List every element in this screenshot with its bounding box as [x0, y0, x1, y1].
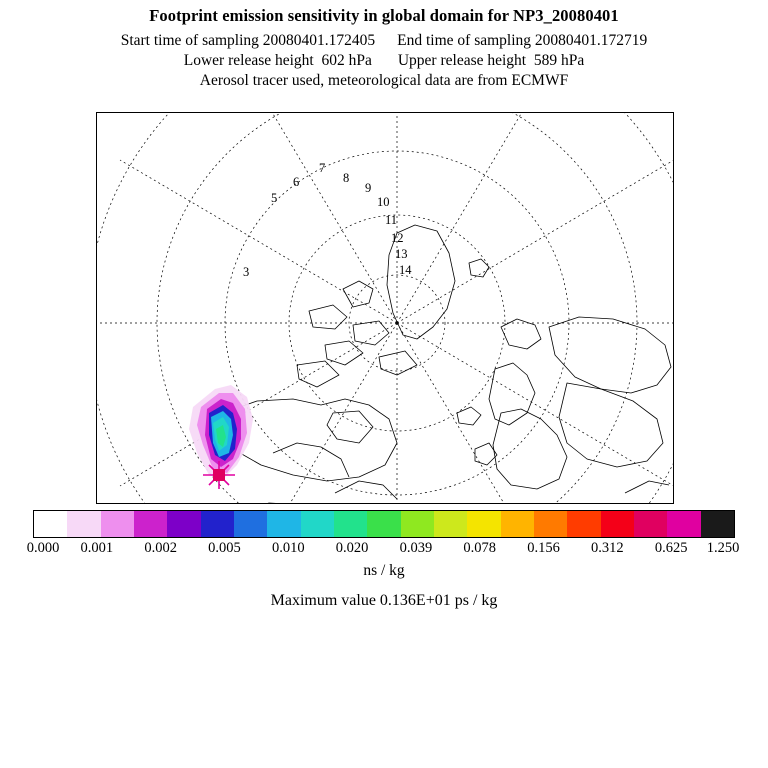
- tracer-label: Aerosol tracer used, meteorological data are from ECMWF: [199, 72, 569, 89]
- colorbar-units-label: ns / kg: [363, 562, 405, 579]
- colorbar-tick-1: 0.001: [80, 540, 114, 556]
- colorbar-swatch-9: [334, 511, 367, 537]
- end-time-label: End time of sampling 20080401.172719: [397, 32, 648, 49]
- colorbar-swatch-5: [201, 511, 234, 537]
- colorbar-swatch-10: [367, 511, 400, 537]
- colorbar-swatch-17: [601, 511, 634, 537]
- trajectory-label-13: 13: [395, 247, 408, 261]
- colorbar-tick-7: 0.078: [463, 540, 497, 556]
- start-time-label: Start time of sampling 20080401.172405: [120, 32, 376, 49]
- colorbar-swatch-15: [534, 511, 567, 537]
- latitude-circles: [97, 113, 673, 503]
- colorbar-tick-4: 0.010: [271, 540, 305, 556]
- colorbar-swatch-11: [401, 511, 434, 537]
- page-title: Footprint emission sensitivity in global domain for NP3_20080401: [149, 6, 619, 25]
- coastlines: [217, 225, 671, 503]
- colorbar-tick-11: 1.250: [706, 540, 740, 556]
- colorbar-swatch-14: [501, 511, 534, 537]
- colorbar-swatch-8: [301, 511, 334, 537]
- colorbar-tick-3: 0.005: [208, 540, 241, 556]
- chart-header: [0, 0, 768, 90]
- colorbar-swatch-12: [434, 511, 467, 537]
- colorbar-tick-labels: [0, 540, 768, 558]
- colorbar-swatches: [33, 510, 735, 538]
- colorbar-tick-0: 0.000: [26, 540, 60, 556]
- colorbar-swatch-20: [701, 511, 734, 537]
- release-height-line: [0, 52, 768, 70]
- trajectory-label-9: 9: [365, 181, 372, 195]
- map-panel: [96, 112, 674, 504]
- colorbar-swatch-7: [267, 511, 300, 537]
- colorbar-swatch-13: [467, 511, 500, 537]
- colorbar-swatch-18: [634, 511, 667, 537]
- colorbar: [33, 510, 735, 538]
- colorbar-swatch-3: [134, 511, 167, 537]
- colorbar-swatch-16: [567, 511, 600, 537]
- trajectory-label-8: 8: [343, 171, 350, 185]
- trajectory-label-7: 7: [319, 161, 326, 175]
- trajectory-label-6: 6: [293, 175, 300, 189]
- trajectory-label-3: 3: [243, 265, 250, 279]
- trajectory-label-5: 5: [271, 191, 278, 205]
- colorbar-swatch-6: [234, 511, 267, 537]
- colorbar-tick-9: 0.312: [591, 540, 624, 556]
- colorbar-swatch-0: [34, 511, 67, 537]
- tracer-line: [0, 72, 768, 90]
- colorbar-tick-6: 0.039: [399, 540, 433, 556]
- maximum-value-label: Maximum value 0.136E+01 ps / kg: [270, 592, 498, 609]
- colorbar-tick-10: 0.625: [654, 540, 688, 556]
- trajectory-label-10: 10: [377, 195, 390, 209]
- meridians: [97, 113, 673, 503]
- polar-map: [97, 113, 673, 503]
- upper-release-height-label: Upper release height 589 hPa: [397, 52, 585, 69]
- trajectory-label-14: 14: [399, 263, 412, 277]
- colorbar-tick-5: 0.020: [335, 540, 369, 556]
- colorbar-swatch-19: [667, 511, 700, 537]
- colorbar-tick-2: 0.002: [144, 540, 177, 556]
- sampling-time-line: [0, 32, 768, 50]
- lower-release-height-label: Lower release height 602 hPa: [183, 52, 372, 69]
- colorbar-swatch-1: [67, 511, 100, 537]
- colorbar-swatch-4: [167, 511, 200, 537]
- footprint-plume: [189, 385, 253, 489]
- trajectory-label-12: 12: [391, 231, 404, 245]
- trajectory-label-11: 11: [385, 213, 398, 227]
- colorbar-tick-8: 0.156: [527, 540, 560, 556]
- colorbar-swatch-2: [101, 511, 134, 537]
